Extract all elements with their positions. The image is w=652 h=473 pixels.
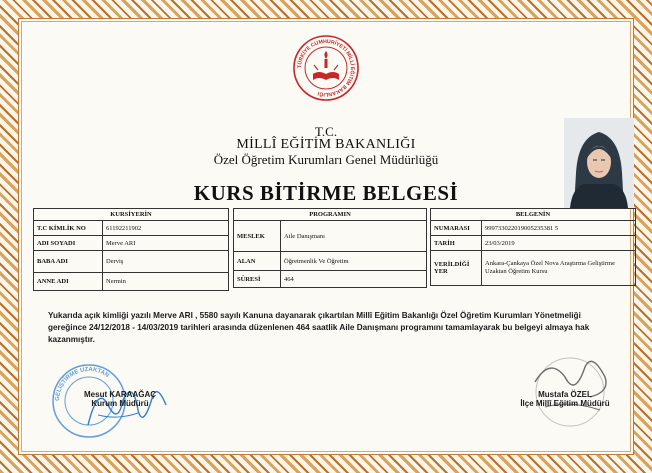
program-value: 464 <box>281 271 427 288</box>
right-signatory-title: İlçe Millî Eğitim Müdürü <box>520 399 610 408</box>
emblem-ring-text: TÜRKİYE CUMHURİYETİ MİLLÎ EĞİTİM BAKANLIĞI <box>296 38 356 98</box>
header-tc: T.C. <box>314 124 338 139</box>
trainee-value: Nermin <box>103 273 229 291</box>
table-row <box>234 271 427 288</box>
trainee-photo <box>564 118 634 208</box>
trainee-label: ADI SOYADI <box>34 236 103 251</box>
table-row <box>34 273 229 291</box>
table-row <box>34 251 229 273</box>
table-row <box>234 252 427 271</box>
left-signatory-name: Mesut KARAAĞAÇ <box>84 390 156 399</box>
document-title: KURS BİTİRME BELGESİ <box>193 181 459 205</box>
certificate-value: 999733022019005235381 5 <box>482 221 636 236</box>
trainee-value: Derviş <box>103 251 229 273</box>
certificate-label: TARİH <box>431 236 482 251</box>
table-row <box>234 221 427 252</box>
trainee-table <box>33 208 229 291</box>
left-signatory-title: Kurum Müdürü <box>91 399 149 408</box>
trainee-value: Merve ARI <box>103 236 229 251</box>
program-table <box>233 208 427 288</box>
left-stamp-text: GELİŞTİRME UZAKTAN <box>54 366 110 402</box>
certificate-value: 23/03/2019 <box>482 236 636 251</box>
left-signature-block <box>50 390 190 408</box>
trainee-label: BABA ADI <box>34 251 103 273</box>
right-signature-block <box>495 390 635 408</box>
header-ministry: MİLLÎ EĞİTİM BAKANLIĞI <box>236 137 416 152</box>
trainee-label: T.C KİMLİK NO <box>34 221 103 236</box>
certificate-table-header: BELGENİN <box>431 209 636 221</box>
table-row <box>34 221 229 236</box>
certificate-label: VERİLDİĞİ YER <box>431 251 482 286</box>
table-row <box>431 236 636 251</box>
trainee-table-header: KURSİYERİN <box>34 209 229 221</box>
program-value: Aile Danışmanı <box>281 221 427 252</box>
program-label: MESLEK <box>234 221 281 252</box>
certificate-body-text: Yukarıda açık kimliği yazılı Merve ARI , 5580 sayılı Kanuna dayanarak çıkartılan Millî Eğitim Bakanlığı Özel Öğretim Kurumları Yönetmeliği gereğince 24/12/2018 - 14/03/2019 tarihleri arasında düzenlenen 464 saatlik Aile Danışmanı programını tamamlayarak bu belgeyi almaya hak kazanmıştır. <box>48 311 590 344</box>
program-value: Öğretmenlik Ve Öğretim <box>281 252 427 271</box>
table-row <box>34 236 229 251</box>
table-row <box>431 251 636 286</box>
program-table-header: PROGRAMIN <box>234 209 427 221</box>
ministry-emblem <box>292 34 360 102</box>
header-department: Özel Öğretim Kurumları Genel Müdürlüğü <box>213 152 439 167</box>
right-signatory-name: Mustafa ÖZEL <box>538 390 592 399</box>
trainee-label: ANNE ADI <box>34 273 103 291</box>
program-label: ALAN <box>234 252 281 271</box>
program-label: SÜRESİ <box>234 271 281 288</box>
certificate-table <box>430 208 636 286</box>
certificate-label: NUMARASI <box>431 221 482 236</box>
certificate-value: Ankara-Çankaya Özel Nova Araştırma Geliştirme Uzaktan Öğretim Kursu <box>482 251 636 286</box>
trainee-value: 61192211902 <box>103 221 229 236</box>
table-row <box>431 221 636 236</box>
